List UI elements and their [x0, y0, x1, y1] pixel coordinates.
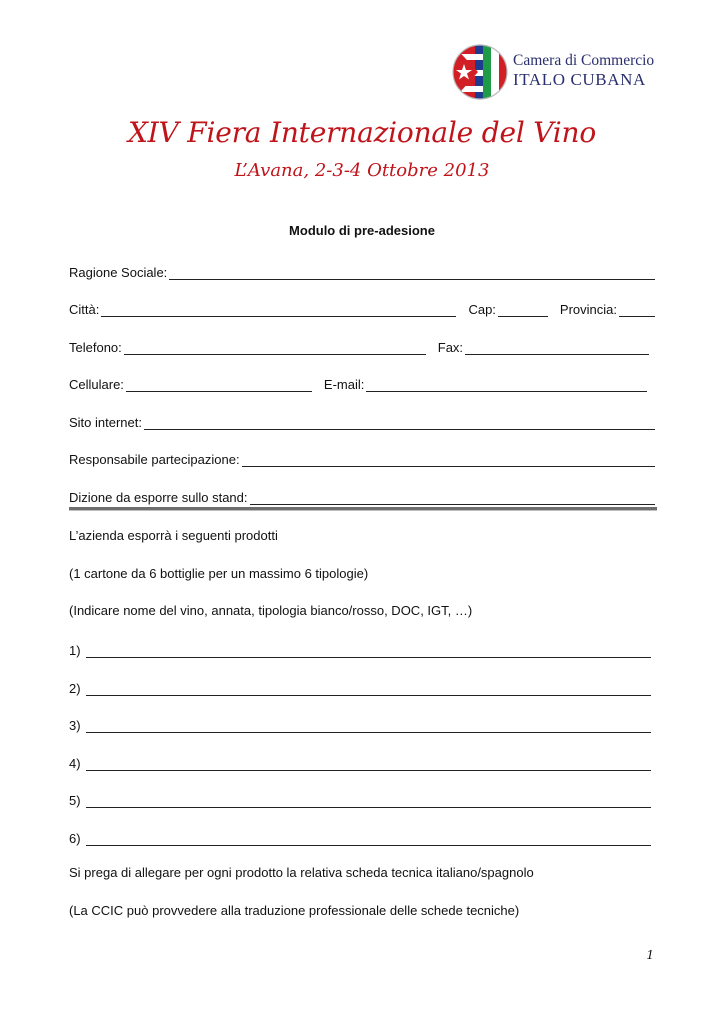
- logo-text-line1: Camera di Commercio: [513, 52, 655, 69]
- field-row-citta: [69, 299, 655, 317]
- flag-circle-icon: [450, 42, 510, 102]
- event-title: XIV Fiera Internazionale del Vino: [127, 116, 597, 149]
- responsabile-field[interactable]: [242, 452, 655, 467]
- product-number: 2): [69, 681, 81, 696]
- product-number: 4): [69, 756, 81, 771]
- product-field-3[interactable]: [86, 718, 651, 733]
- fax-field[interactable]: [465, 340, 649, 355]
- field-row-dizione: [69, 487, 655, 505]
- chamber-logo: [450, 42, 670, 102]
- event-subtitle: L’Avana, 2-3-4 Ottobre 2013: [234, 160, 490, 181]
- product-number: 5): [69, 793, 81, 808]
- email-field[interactable]: [366, 377, 647, 392]
- products-intro: L’azienda esporrà i seguenti prodotti: [69, 528, 278, 543]
- cellulare-field[interactable]: [126, 377, 312, 392]
- product-row-2: [69, 678, 655, 696]
- fax-label: Fax:: [437, 340, 464, 355]
- product-number: 1): [69, 643, 81, 658]
- logo-text-line2: ITALO CUBANA: [513, 70, 646, 89]
- page-number: 1: [646, 948, 654, 962]
- products-note-2: (Indicare nome del vino, annata, tipologia bianco/rosso, DOC, IGT, …): [69, 603, 473, 618]
- product-field-2[interactable]: [86, 681, 651, 696]
- responsabile-label: Responsabile partecipazione:: [69, 452, 240, 467]
- cap-field[interactable]: [498, 302, 548, 317]
- product-field-6[interactable]: [86, 831, 651, 846]
- field-row-responsabile: [69, 449, 655, 467]
- product-row-4: [69, 753, 655, 771]
- attachment-note: Si prega di allegare per ogni prodotto la relativa scheda tecnica italiano/spagnolo: [69, 865, 534, 880]
- product-field-5[interactable]: [86, 793, 651, 808]
- product-row-5: [69, 790, 655, 808]
- dizione-field[interactable]: [250, 490, 656, 505]
- citta-field[interactable]: [101, 302, 456, 317]
- ragione-sociale-label: Ragione Sociale:: [69, 265, 168, 280]
- email-label: E-mail:: [323, 377, 365, 392]
- product-row-6: [69, 828, 655, 846]
- telefono-label: Telefono:: [69, 340, 122, 355]
- citta-label: Città:: [69, 302, 100, 317]
- product-field-1[interactable]: [86, 643, 651, 658]
- product-field-4[interactable]: [86, 756, 651, 771]
- sito-label: Sito internet:: [69, 415, 142, 430]
- field-row-telefono: [69, 337, 655, 355]
- field-row-sito: [69, 412, 655, 430]
- product-row-1: [69, 640, 655, 658]
- provincia-label: Provincia:: [559, 302, 617, 317]
- product-number: 3): [69, 718, 81, 733]
- product-row-3: [69, 715, 655, 733]
- form-heading: Modulo di pre-adesione: [289, 223, 435, 238]
- ragione-sociale-field[interactable]: [169, 265, 655, 280]
- provincia-field[interactable]: [619, 302, 655, 317]
- sito-field[interactable]: [144, 415, 655, 430]
- cap-label: Cap:: [468, 302, 496, 317]
- field-row-ragione-sociale: [69, 262, 655, 280]
- translation-note: (La CCIC può provvedere alla traduzione professionale delle schede tecniche): [69, 903, 520, 918]
- dizione-label: Dizione da esporre sullo stand:: [69, 490, 248, 505]
- product-number: 6): [69, 831, 81, 846]
- field-row-cellulare: [69, 374, 655, 392]
- telefono-field[interactable]: [124, 340, 426, 355]
- cellulare-label: Cellulare:: [69, 377, 124, 392]
- products-note-1: (1 cartone da 6 bottiglie per un massimo 6 tipologie): [69, 566, 369, 581]
- section-divider: [69, 507, 657, 511]
